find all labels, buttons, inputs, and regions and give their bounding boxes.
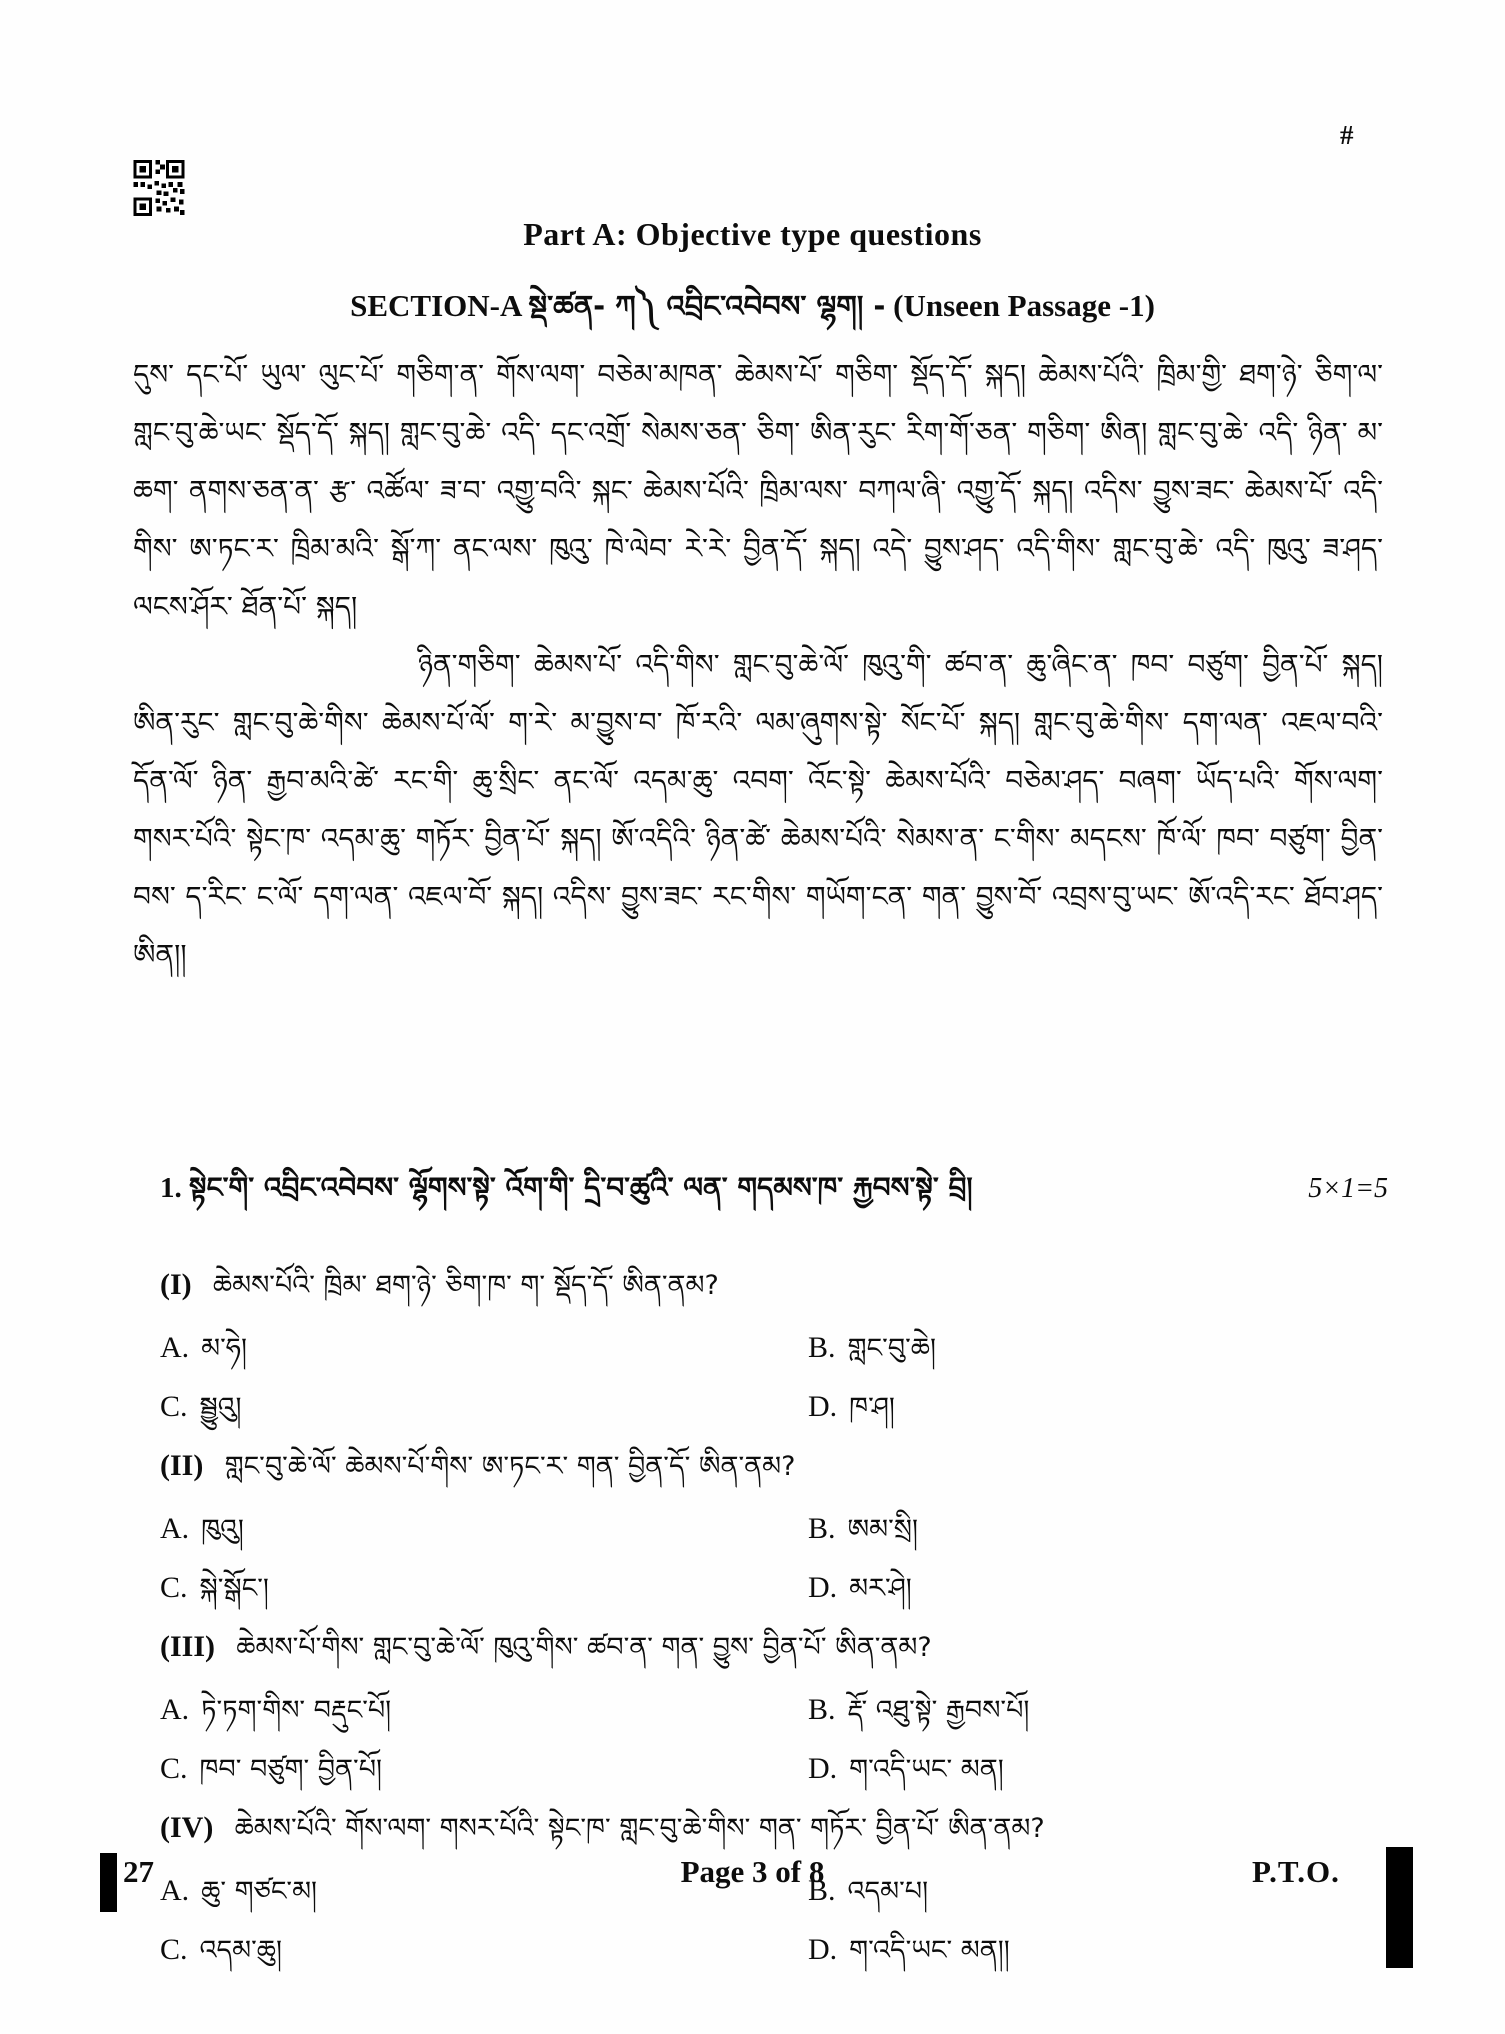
question-marks: 5×1=5	[1308, 1173, 1388, 1204]
option-2c: C. སྐེ་སྒོང་།	[160, 1571, 269, 1604]
sub-question-4-label: (IV)	[160, 1811, 214, 1844]
sub-question-4-text: ཆེམས་པོའི་ གོས་ལག་ གསར་པོའི་ སྟེང་ཁ་ གླང་བུ་ཆེ་གིས་ གན་ གཏོར་ བྱིན་པོ་ ཨིན་ནམ?	[234, 1813, 1045, 1844]
section-latin-suffix: (Unseen Passage -1)	[893, 288, 1155, 323]
sub-question-2-label: (II)	[160, 1449, 204, 1482]
sub-question-3-options-row-1	[160, 1684, 1388, 1737]
sub-question-4-options-row-2	[160, 1924, 1388, 1977]
option-4b: B. འདམ་པ།	[808, 1874, 929, 1907]
option-4c: C. འདམ་ཆུ།	[160, 1933, 283, 1966]
footer-bar-right	[1386, 1847, 1413, 1968]
part-title: Part A: Objective type questions	[523, 216, 982, 252]
option-3a: A. ཏེ་ཏག་གིས་ བརྡུང་པོ།	[160, 1693, 392, 1726]
sub-question-3-options-row-2	[160, 1743, 1388, 1796]
section-tibetan: སྡེ་ཚན- ཀ༽ འབྲིང་འབེབས་ ལྷག། -	[528, 289, 886, 323]
sub-question-3	[160, 1621, 1388, 1674]
sub-question-4	[160, 1802, 1388, 1855]
sub-question-3-label: (III)	[160, 1630, 216, 1663]
paper-code: 27	[123, 1854, 154, 1889]
option-2d: D. མར་ཤེ།	[808, 1571, 912, 1604]
option-1b: B. གླང་བུ་ཆེ།	[808, 1331, 936, 1364]
passage-paragraph-2: ཉིན་གཅིག་ ཆེམས་པོ་ འདི་གིས་ གླང་བུ་ཆེ་ལོ་ ཁུའུ་གི་ ཚབ་ན་ ཆུ་ཞིང་ན་ ཁབ་ བཙུག་ བྱིན་པོ་ སྐད། ཨིན་རུང་ གླང་བུ་ཆེ་གིས་ ཆེམས་པོ་ལོ་ ག་རེ་ མ་བྱུས་བ་ ཁོ་རའི་ ལམ་ཞུགས་སྟེ་ སོང་པོ་ སྐད། གླང་བུ་ཆེ་གིས་ དག་ལན་ འཇལ་བའི་ དོན་ལོ་ ཉིན་ རྒྱབ་མའི་ཚེ་ རང་གི་ ཆུ་སྲིང་ ནང་ལོ་ འདམ་ཆུ་ འབག་ འོང་སྟེ་ ཆེམས་པོའི་ བཅེམ་ཤད་ བཞག་ ཡོད་པའི་ གོས་ལག་ གསར་པོའི་ སྟེང་ཁ་ འདམ་ཆུ་ གཏོར་ བྱིན་པོ་ སྐད། ཨོ་འདིའི་ ཉིན་ཚེ་ ཆེམས་པོའི་ སེམས་ན་ ང་གིས་ མདངས་ ཁོ་ལོ་ ཁབ་ བཙུག་ བྱིན་བས་ ད་རིང་ ང་ལོ་ དག་ལན་ འཇལ་བོ་ སྐད། འདིས་ བྱུས་ཟང་ རང་གིས་ གཡོག་ངན་ གན་ བྱུས་བོ་ འབྲས་བུ་ཡང་ ཨོ་འདི་རང་ ཐོབ་ཤད་ ཨིན།།	[133, 648, 1383, 971]
question-1-text-line	[160, 1156, 973, 1235]
passage-paragraph-1: དུས་ དང་པོ་ ཡུལ་ ལུང་པོ་ གཅིག་ན་ གོས་ལག་ བཅེམ་མཁན་ ཆེམས་པོ་ གཅིག་ སྡོད་དོ་ སྐད། ཆེམས་པོའི་ ཁྲིམ་གྱི་ ཐག་ཉེ་ ཅིག་ལ་ གླང་བུ་ཆེ་ཡང་ སྡོད་དོ་ སྐད། གླང་བུ་ཆེ་ འདི་ དང་འགྲོ་ སེམས་ཅན་ ཅིག་ ཨིན་རུང་ རིག་གོ་ཅན་ གཅིག་ ཨིན། གླང་བུ་ཆེ་ འདི་ ཉིན་ མ་ཆག་ ནགས་ཅན་ན་ རྩ་ འཚོལ་ ཟ་བ་ འགྱུ་བའི་ སྐང་ ཆེམས་པོའི་ ཁྲིམ་ལས་ བཀལ་ཞི་ འགྱུ་དོ་ སྐད། འདིས་ བྱུས་ཟང་ ཆེམས་པོ་ འདི་གིས་ ཨ་ཏང་ར་ ཁྲིམ་མའི་ སྒོ་ཀ་ ནང་ལས་ ཁུའུ་ ཁེ་ལེབ་ རེ་རེ་ བྱིན་དོ་ སྐད། འདེ་ བྱུས་ཤད་ འདི་གིས་ གླང་བུ་ཆེ་ འདི་ ཁུའུ་ ཟ་ཤད་ ལངས་ཤོར་ ཐོན་པོ་ སྐད།	[133, 358, 1383, 623]
sub-question-1-options-row-2	[160, 1381, 1388, 1434]
section-title	[0, 274, 1505, 356]
unseen-passage	[133, 346, 1383, 984]
option-1c: C. སྦྱུའུ།	[160, 1390, 242, 1423]
option-3d: D. ག་འདི་ཡང་ མན།	[808, 1752, 1004, 1785]
pto-label: P.T.O.	[1252, 1854, 1340, 1889]
qr-code	[133, 160, 185, 216]
sub-question-2-text: གླང་བུ་ཆེ་ལོ་ ཆེམས་པོ་གིས་ ཨ་ཏང་ར་ གན་ བྱིན་དོ་ ཨིན་ནམ?	[224, 1451, 796, 1482]
section-latin-prefix: SECTION-A	[350, 288, 521, 323]
sub-question-3-text: ཆེམས་པོ་གིས་ གླང་བུ་ཆེ་ལོ་ ཁུའུ་གིས་ ཚབ་ན་ གན་ བྱུས་ བྱིན་པོ་ ཨིན་ནམ?	[236, 1632, 932, 1663]
sub-question-1	[160, 1259, 1388, 1312]
sub-question-2-options-row-2	[160, 1562, 1388, 1615]
sub-question-2	[160, 1440, 1388, 1493]
hash-mark: #	[1340, 120, 1354, 150]
option-1a: A. མ་ཧེ།	[160, 1331, 247, 1364]
option-1d: D. ཁ་ཤ།	[808, 1390, 895, 1423]
option-2b: B. ཨམ་སྲི།	[808, 1512, 918, 1545]
option-4a: A. ཆུ་ གཙང་མ།	[160, 1874, 318, 1907]
sub-question-1-options-row-1	[160, 1322, 1388, 1375]
page-number: Page 3 of 8	[680, 1854, 825, 1889]
sub-question-2-options-row-1	[160, 1503, 1388, 1556]
option-2a: A. ཁུའུ།	[160, 1512, 244, 1545]
option-4d: D. ག་འདི་ཡང་ མན།།	[808, 1933, 1010, 1966]
sub-question-1-label: (I)	[160, 1268, 192, 1301]
option-3c: C. ཁབ་ བཙུག་ བྱིན་པོ།	[160, 1752, 383, 1785]
question-number: 1.	[160, 1172, 182, 1204]
option-3b: B. རྡོ་ འཐུ་སྟེ་ རྒྱབས་པོ།	[808, 1693, 1030, 1726]
question-text: སྟེང་གི་ འབྲིང་འབེབས་ ལྷོགས་སྟེ་ འོག་གི་ དྲི་བ་ཚུའི་ ལན་ གདམས་ཁ་ རྐྱབས་སྟེ་ བྲི།	[189, 1171, 973, 1204]
sub-question-1-text: ཆེམས་པོའི་ ཁྲིམ་ ཐག་ཉེ་ ཅིག་ཁ་ ག་ སྡོད་དོ་ ཨིན་ནམ?	[212, 1270, 719, 1301]
question-1-header	[160, 1156, 1388, 1235]
